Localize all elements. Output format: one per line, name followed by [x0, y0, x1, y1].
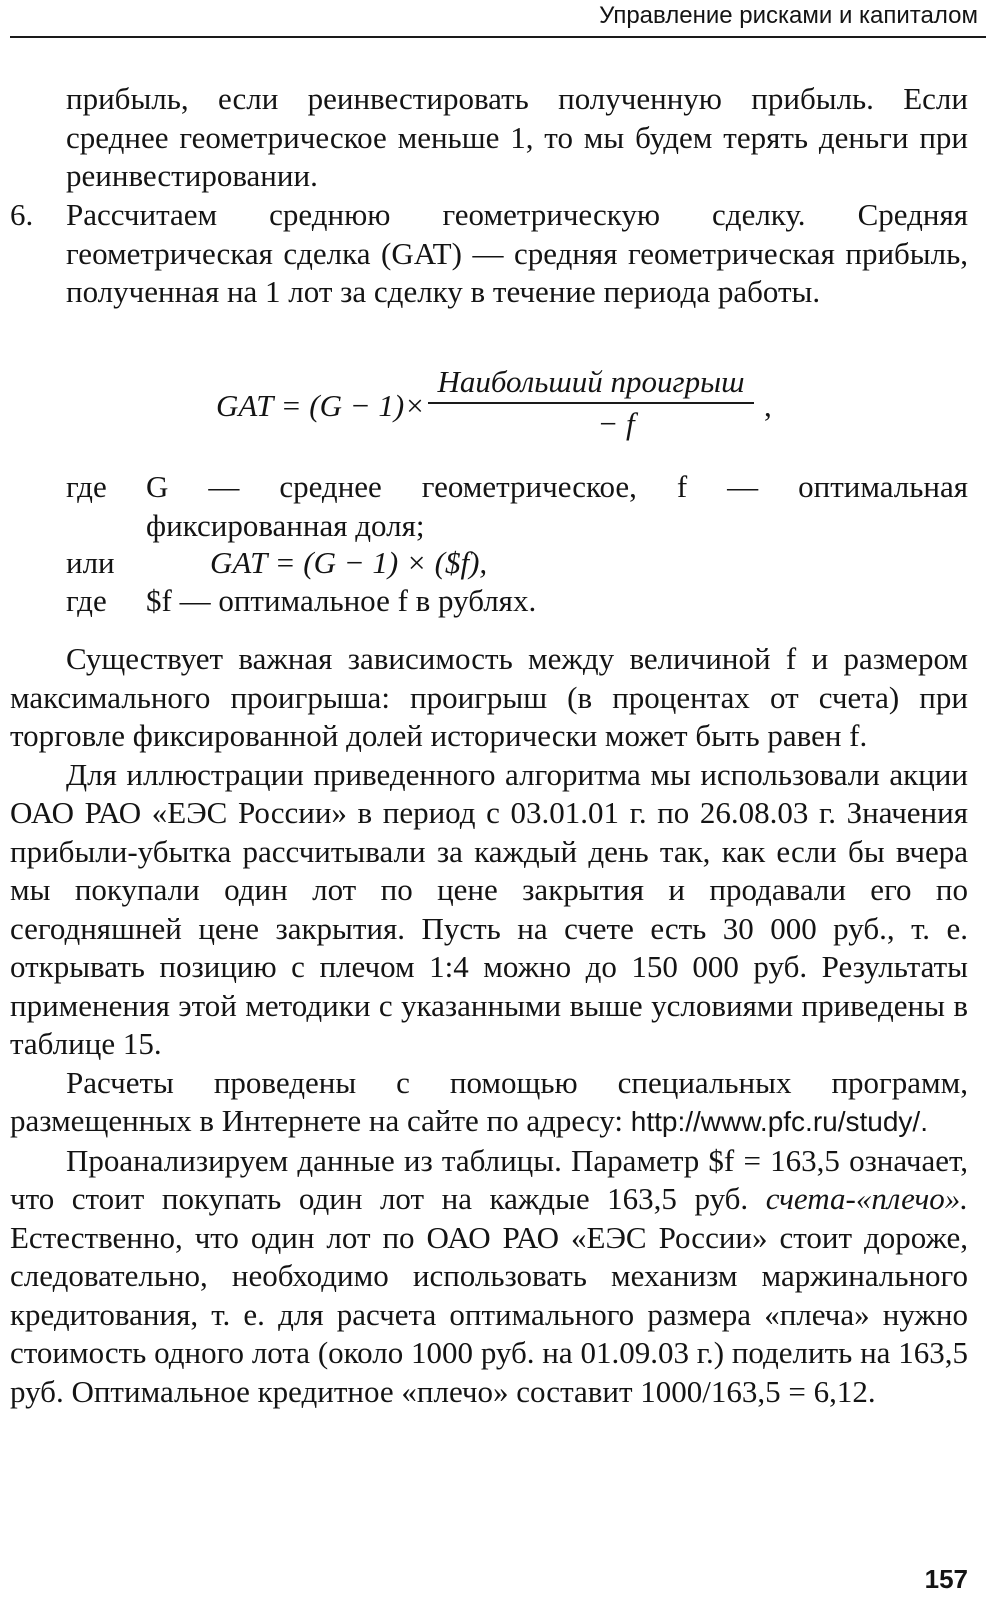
- fraction-bar: [428, 402, 754, 404]
- where-definition: G — среднее геометрическое, f — оптимальная фиксированная доля;: [146, 469, 968, 543]
- or-formula: GAT = (G − 1) × ($f),: [210, 545, 488, 580]
- formula-numerator: Наибольший проигрыш: [437, 364, 745, 399]
- continuation-paragraph: прибыль, если реинвестировать полученную прибыль. Если среднее геометрическое меньше 1, то мы будем терять деньги при реинвестировании.: [66, 81, 968, 193]
- formula-trailing: ,: [764, 388, 772, 423]
- header-rule: [10, 36, 986, 38]
- formula-fraction: [428, 364, 754, 442]
- or-label: или: [66, 545, 115, 580]
- where-label-2: где: [66, 583, 107, 618]
- paragraph-f-dependency: Существует важная зависимость между величиной f и размером максимального проигрыша: проигрыш (в процентах от счета) при торговле фиксированной долей исторически может быть равен f.: [10, 641, 968, 753]
- gat-formula: [216, 364, 776, 454]
- calculations-text: Расчеты проведены с помощью специальных программ, размещенных в Интернете на сайте по адресу:: [10, 1064, 968, 1138]
- analysis-emphasis: счета-«плечо».: [765, 1181, 968, 1216]
- body-text: [10, 640, 968, 1411]
- where-label: где: [66, 469, 107, 504]
- formula-denominator: − f: [597, 405, 635, 441]
- paragraph-calculations: [10, 1064, 968, 1142]
- where-definition-2: $f — оптимальное f в рублях.: [146, 583, 537, 618]
- page-number: 157: [924, 1564, 968, 1594]
- list-item-text: Рассчитаем среднюю геометрическую сделку. Средняя геометрическая сделка (GAT) — средняя геометрическая прибыль, полученная на 1 лот за сделку в течение периода работы.: [66, 197, 968, 309]
- paragraph-illustration: Для иллюстрации приведенного алгоритма мы использовали акции ОАО РАО «ЕЭС России» в период с 03.01.01 г. по 26.08.03 г. Значения прибыли-убытка рассчитывали за каждый день так, как если бы вчера мы покупали один лот по цене закрытия и продавали его по сегодняшней цене закрытия. Пусть на счете есть 30 000 руб., т. е. открывать позицию с плечом 1:4 можно до 150 000 руб. Результаты применения этой методики с указанными выше условиями приведены в таблице 15.: [10, 756, 968, 1061]
- analysis-text-2: Естественно, что один лот по ОАО РАО «ЕЭС России» стоит дороже, следовательно, необходимо использовать механизм маржинального кредитования, т. е. для расчета оптимального размера «плеча» нужно стоимость одного лота (около 1000 руб. на 01.09.03 г.) поделить на 163,5 руб. Оптимальное кредитное «плечо» составит 1000/163,5 = 6,12.: [10, 1219, 968, 1409]
- paragraph-analysis: [10, 1142, 968, 1412]
- analysis-text-1: Проанализируем данные из таблицы. Параметр $f = 163,5 означает, что стоит покупать один лот на каждые 163,5 руб.: [10, 1142, 968, 1216]
- website-link[interactable]: http://www.pfc.ru/study/.: [630, 1106, 928, 1137]
- formula-lhs: GAT = (G − 1)×: [216, 388, 426, 423]
- running-header: Управление рисками и капиталом: [599, 2, 978, 29]
- list-item-number: 6.: [10, 197, 34, 232]
